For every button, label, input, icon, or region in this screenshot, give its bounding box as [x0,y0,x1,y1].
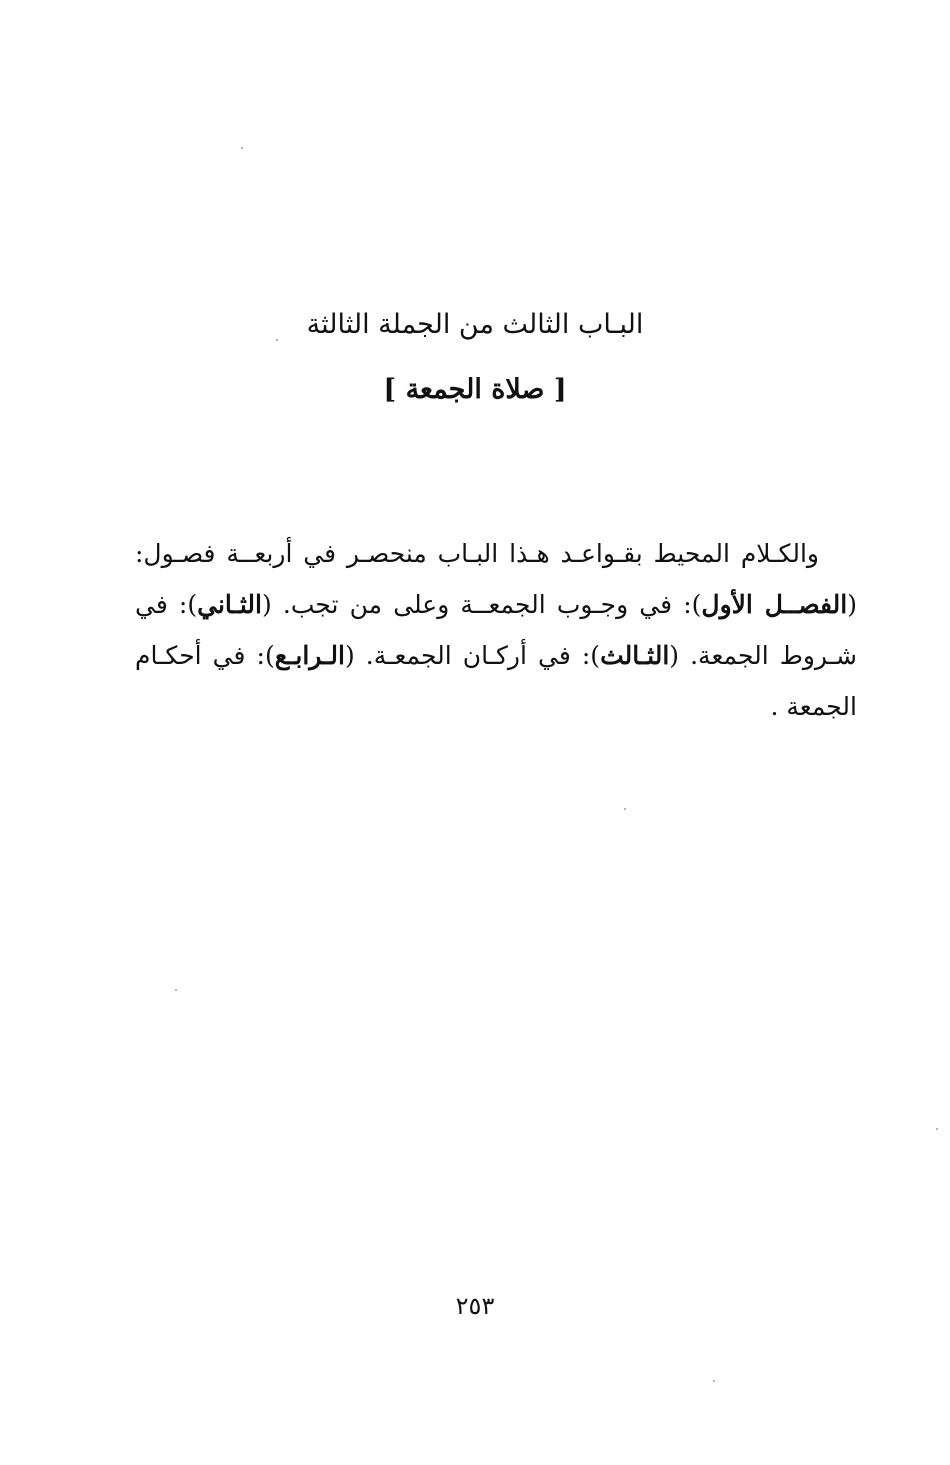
section-4-open-paren: ( [344,641,355,670]
scan-speck [713,1380,715,1382]
section-2-label: الثـاني [197,590,262,619]
section-1-close-paren: ) [691,590,702,619]
section-3-description: : في أركـان الجمعـة. [365,641,591,670]
scan-speck [241,147,243,149]
section-1-description: : في وجـوب الجمعــة وعلى من تجب. [282,590,692,619]
scan-speck [624,808,626,810]
section-2-open-paren: ( [261,590,272,619]
section-4-close-paren: ) [264,641,275,670]
section-1-open-paren: ( [847,590,857,619]
chapter-heading: البـاب الثالث من الجملة الثالثة [306,309,644,340]
section-3-close-paren: ) [590,641,601,670]
intro-sentence: والكـلام المحيط بقـواعـد هـذا البـاب منحصـر في أربعــة فصـول: [135,539,819,568]
section-3-open-paren: ( [669,641,680,670]
scan-speck [175,989,177,991]
section-3-label: الثـالث [600,641,670,670]
scan-speck [276,339,278,341]
page-number: ٢٥٣ [455,1292,495,1320]
chapter-intro-paragraph [135,528,857,732]
section-4-description: : في أحكـام الجمعة . [135,641,857,721]
section-4-label: الـرابـع [274,641,345,670]
section-2-close-paren: ) [187,590,198,619]
section-2-description: : في شـروط الجمعة. [135,590,857,670]
section-1-label: الفصــل الأول [701,590,848,619]
scan-speck [936,1128,938,1130]
section-heading: [ صلاة الجمعة ] [383,374,567,405]
